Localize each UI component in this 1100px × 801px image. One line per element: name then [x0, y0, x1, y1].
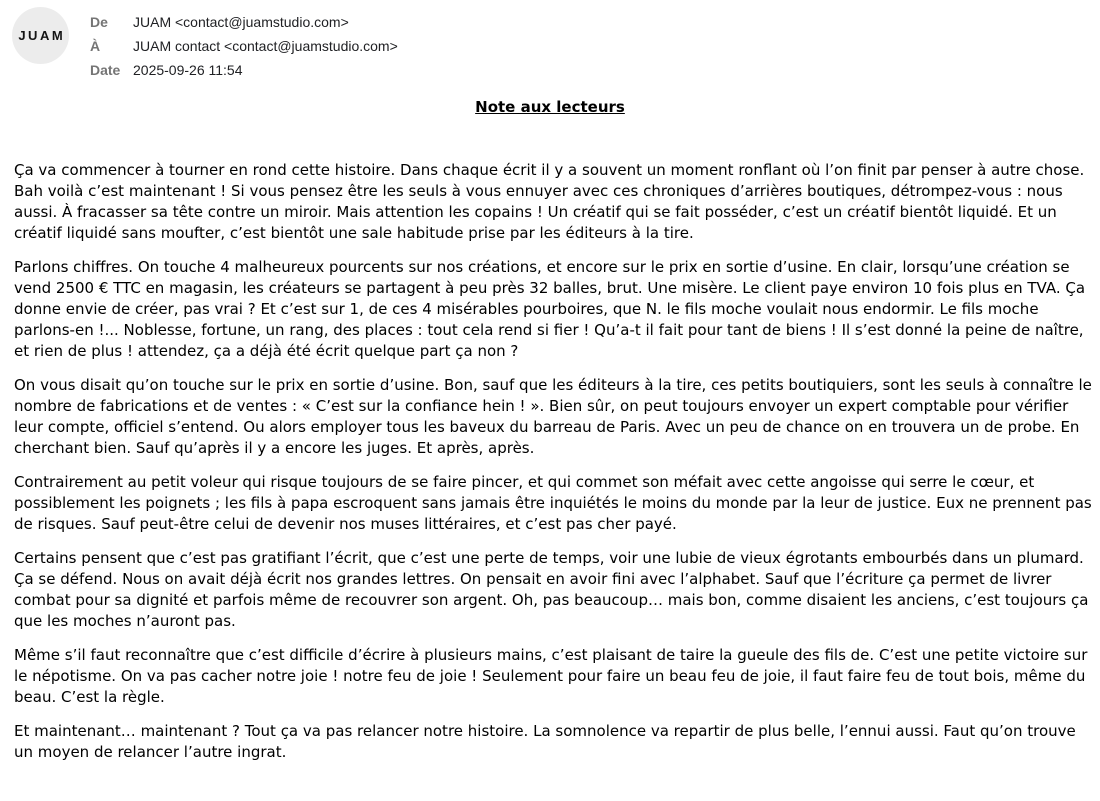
- date-value: 2025-09-26 11:54: [133, 62, 243, 78]
- body-paragraph: On vous disait qu’on touche sur le prix en sortie d’usine. Bon, sauf que les éditeurs à la tire, ces petits boutiquiers, sont les seuls à connaître le nombre de fabrications et de ventes : « C’est sur la confiance hein ! ». Bien sûr, on peut toujours envoyer un expert comptable pour vérifier leur compte, officiel s’entend. Ou alors employer tous les baveux du barreau de Paris. Avec un peu de chance on en trouvera un de probe. En cherchant bien. Sauf qu’après il y a encore les juges. Et après, après.: [14, 376, 1092, 457]
- body-paragraph: Même s’il faut reconnaître que c’est difficile d’écrire à plusieurs mains, c’est plaisant de taire la gueule des fils de. C’est une petite victoire sur le népotisme. On va pas cacher notre joie ! notre feu de joie ! Seulement pour faire un beau feu de joie, il faut faire feu de tout bois, même du beau. C’est la règle.: [14, 646, 1088, 706]
- sender-avatar: JUAM: [12, 7, 69, 64]
- email-body: [0, 160, 1100, 763]
- from-value: JUAM <contact@juamstudio.com>: [133, 14, 349, 30]
- from-label: De: [90, 14, 108, 30]
- header-field-date: [90, 58, 398, 82]
- header-fields: [90, 7, 398, 82]
- header-field-from: [90, 10, 398, 34]
- header-field-to: [90, 34, 398, 58]
- body-paragraph: Certains pensent que c’est pas gratifiant l’écrit, que c’est une perte de temps, voir une lubie de vieux égrotants embourbés dans un plumard. Ça se défend. Nous on avait déjà écrit nos grandes lettres. On pensait en avoir fini avec l’alphabet. Sauf que l’écriture ça permet de livrer combat pour sa dignité et parfois même de recouvrer son argent. Oh, pas beaucoup… mais bon, comme disaient les anciens, c’est toujours ça que les moches n’auront pas.: [14, 549, 1089, 630]
- date-label: Date: [90, 62, 121, 78]
- to-label: À: [90, 38, 101, 54]
- body-paragraph: Contrairement au petit voleur qui risque toujours de se faire pincer, et qui commet son méfait avec cette angoisse qui serre le cœur, et possiblement les poignets ; les fils à papa escroquent sans jamais être inquiétés le moins du monde par la leur de justice. Eux ne prennent pas de risques. Sauf peut-être celui de devenir nos muses littéraires, et c’est pas cher payé.: [14, 473, 1092, 533]
- body-paragraph: Et maintenant… maintenant ? Tout ça va pas relancer notre histoire. La somnolence va repartir de plus belle, l’ennui aussi. Faut qu’on trouve un moyen de relancer l’autre ingrat.: [14, 722, 1076, 761]
- email-subject-title: Note aux lecteurs: [475, 98, 625, 116]
- to-value: JUAM contact <contact@juamstudio.com>: [133, 38, 398, 54]
- email-header: [0, 0, 1100, 82]
- body-paragraph: Parlons chiffres. On touche 4 malheureux pourcents sur nos créations, et encore sur le prix en sortie d’usine. En clair, lorsqu’une création se vend 2500 € TTC en magasin, les créateurs se partagent à peu près 32 balles, brut. Une misère. Le client paye environ 10 fois plus en TVA. Ça donne envie de créer, pas vrai ? Et c’est sur 1, de ces 4 misérables pourboires, que N. le fils moche voulait nous endormir. Le fils moche parlons-en !... Noblesse, fortune, un rang, des places : tout cela rend si fier ! Qu’a-t il fait pour tant de biens ! Il s’est donné la peine de naître, et rien de plus ! attendez, ça a déjà été écrit quelque part ça non ?: [14, 258, 1086, 360]
- body-paragraph: Ça va commencer à tourner en rond cette histoire. Dans chaque écrit il y a souvent un moment ronflant où l’on finit par penser à autre chose. Bah voilà c’est maintenant ! Si vous pensez être les seuls à vous ennuyer avec ces chroniques d’arrières boutiques, détrompez-vous : nous aussi. À fracasser sa tête contre un miroir. Mais attention les copains ! Un créatif qui se fait posséder, c’est un créatif bientôt liquidé. Et un créatif liquidé sans moufter, c’est bientôt une sale habitude prise par les éditeurs à la tire.: [14, 161, 1085, 242]
